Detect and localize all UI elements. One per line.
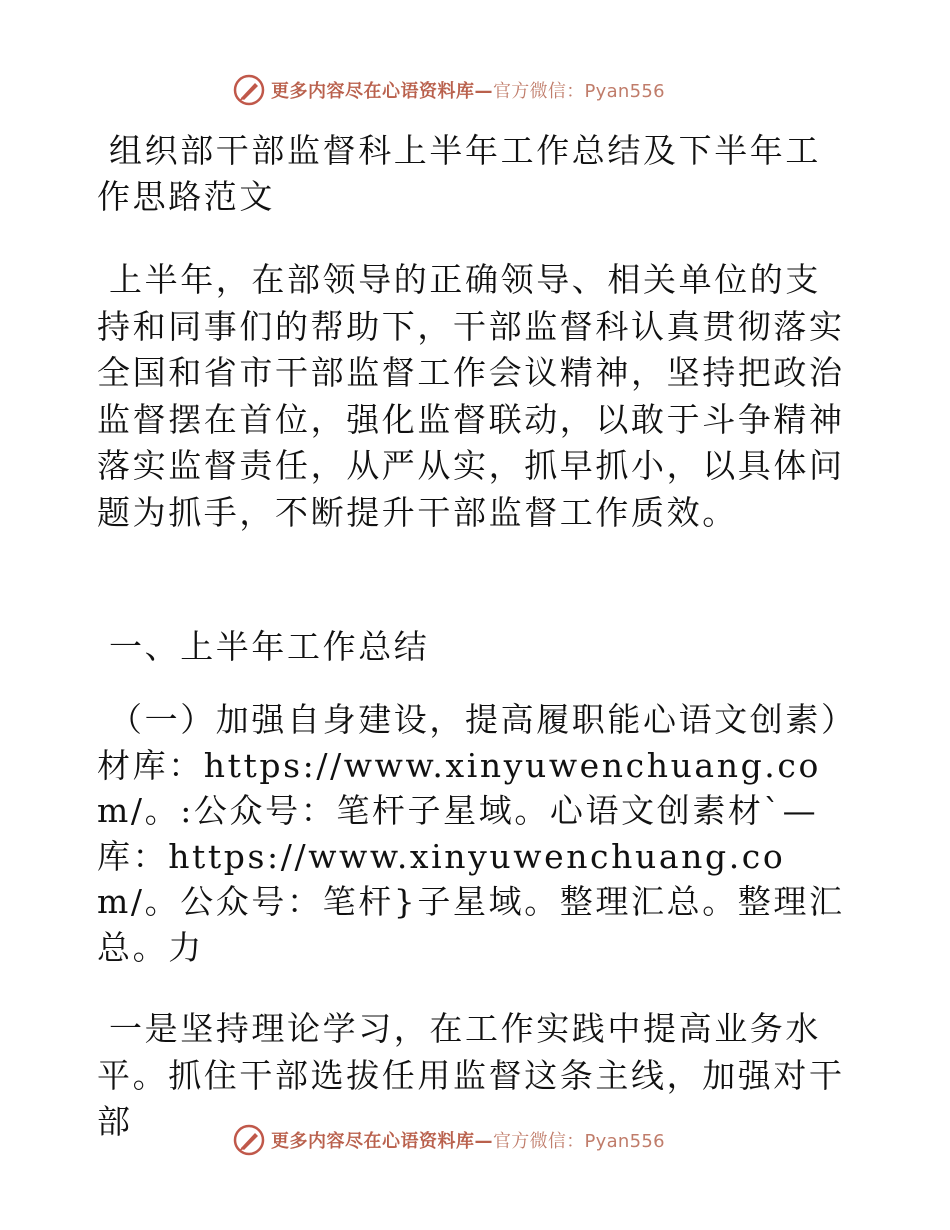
banner-contact: 官方微信：Pyan556	[493, 81, 665, 102]
footer-banner-text: 更多内容尽在心语资料库—	[271, 1131, 493, 1152]
footer-banner	[233, 1122, 665, 1158]
section-heading-text: 一、上半年工作总结	[109, 627, 430, 666]
footer-banner-contact: 官方微信：Pyan556	[493, 1131, 665, 1152]
header-banner	[233, 72, 665, 108]
subsection-paragraph	[97, 697, 849, 970]
section-heading	[97, 624, 849, 670]
quill-pen-logo-icon	[233, 1124, 265, 1156]
title-text: 组织部干部监督科上半年工作总结及下半年工作思路范文	[97, 131, 821, 216]
subsection-text: （一）加强自身建设，提高履职能心语文创素）材库：https://www.xinyuwenchuang.com/。:公众号：笔杆子星域。心语文创素材`—库：https://www.xinyuwenchuang.com/。公众号：笔杆}子星域。整理汇总。整理汇总。力	[97, 700, 845, 967]
banner-text: 更多内容尽在心语资料库—	[271, 81, 493, 102]
intro-text: 上半年，在部领导的正确领导、相关单位的支持和同事们的帮助下，干部监督科认真贯彻落实全国和省市干部监督工作会议精神，坚持把政治监督摆在首位，强化监督联动，以敢于斗争精神落实监督责任，从严从实，抓早抓小，以具体问题为抓手，不断提升干部监督工作质效。	[97, 260, 845, 532]
point-one-text: 一是坚持理论学习，在工作实践中提高业务水平。抓住干部选拔任用监督这条主线，加强对干部	[97, 1009, 845, 1141]
quill-pen-logo-icon	[233, 74, 265, 106]
intro-paragraph	[97, 257, 849, 536]
document-title	[97, 128, 849, 220]
